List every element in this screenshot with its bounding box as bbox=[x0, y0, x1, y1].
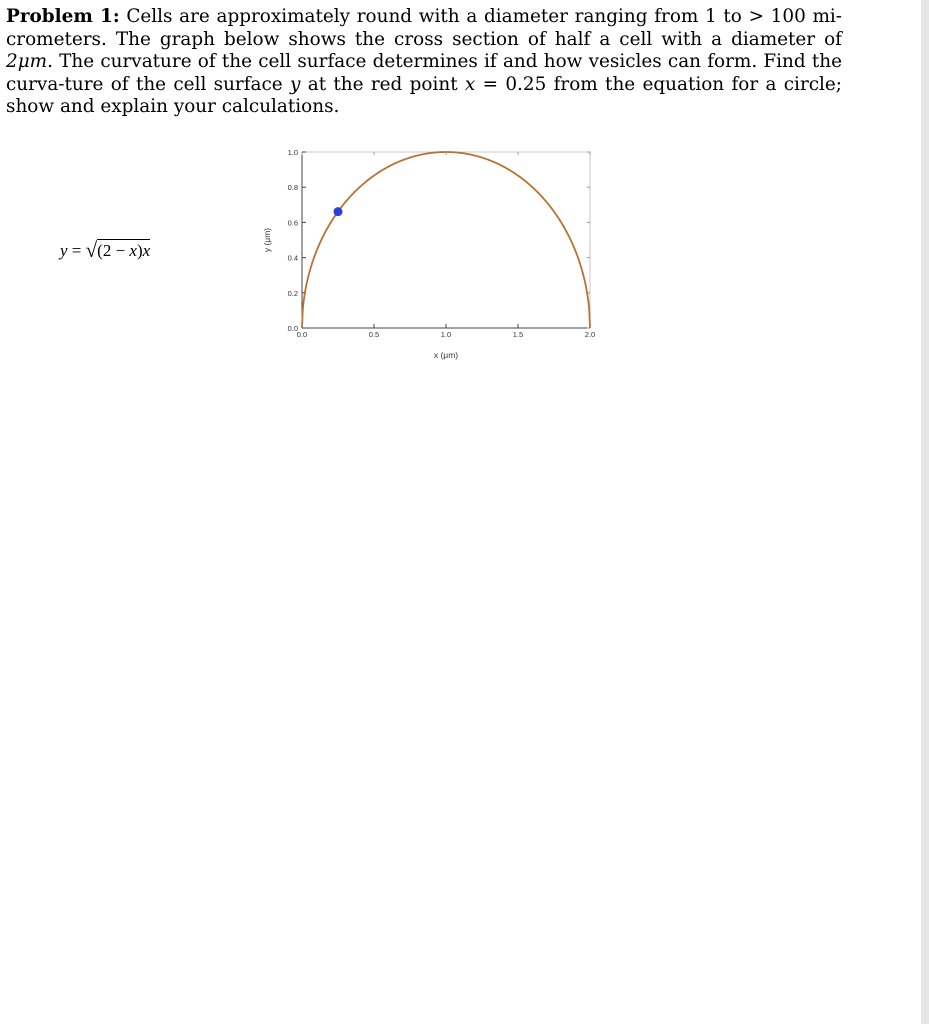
problem-statement bbox=[6, 6, 842, 119]
plot-frame bbox=[302, 152, 590, 328]
diameter-unit: μm bbox=[17, 51, 48, 73]
x-tick-label: 1.0 bbox=[440, 330, 452, 339]
cell-cross-section-chart bbox=[250, 148, 610, 370]
y-tick-label: 0.6 bbox=[287, 218, 298, 228]
highlight-point bbox=[334, 207, 343, 216]
problem-text-3: at the red point bbox=[300, 73, 465, 95]
variable-y: y bbox=[290, 73, 301, 95]
radicand-x2: x bbox=[142, 241, 151, 260]
x-tick-label: 1.5 bbox=[512, 330, 524, 339]
problem-heading: Problem 1: bbox=[6, 6, 120, 27]
circle-equation bbox=[60, 238, 150, 263]
y-tick-label: 0.4 bbox=[287, 253, 298, 263]
variable-x: x bbox=[464, 73, 476, 95]
x-tick-label: 0.5 bbox=[368, 330, 380, 339]
y-tick-label: 0.2 bbox=[287, 288, 298, 298]
y-tick-label: 1.0 bbox=[287, 148, 298, 157]
y-tick-label: 0.8 bbox=[287, 183, 298, 193]
radicand-x1: x bbox=[129, 241, 137, 260]
problem-text-2: . The curvature of the cell surface determines if and how vesicles can form. Find the curva-ture of the cell surface bbox=[6, 51, 842, 95]
x-tick-label: 2.0 bbox=[584, 330, 596, 339]
radical-sign: √ bbox=[85, 238, 98, 262]
page-edge-shadow bbox=[921, 0, 929, 1024]
radicand-open: (2 − bbox=[97, 241, 130, 260]
semicircle-curve bbox=[302, 152, 590, 328]
y-tick-label: 0.0 bbox=[287, 324, 298, 333]
equation-equals: = bbox=[67, 241, 86, 260]
radicand bbox=[97, 239, 150, 260]
y-axis-label: y (μm) bbox=[262, 227, 272, 253]
diameter-value: 2 bbox=[6, 51, 18, 73]
x-axis-label: x (μm) bbox=[433, 350, 459, 360]
problem-text-1: Cells are approximately round with a diameter ranging from 1 to > 100 mi-crometers. The graph below shows the cross section of half a cell with a diameter of bbox=[6, 6, 842, 50]
equation-lhs: y bbox=[60, 241, 68, 260]
x-tick-label: 0.0 bbox=[296, 330, 308, 339]
radicand-close: ) bbox=[136, 241, 143, 260]
problem-text-4: = 0.25 from the equation for a circle; show and explain your calculations. bbox=[6, 73, 842, 118]
